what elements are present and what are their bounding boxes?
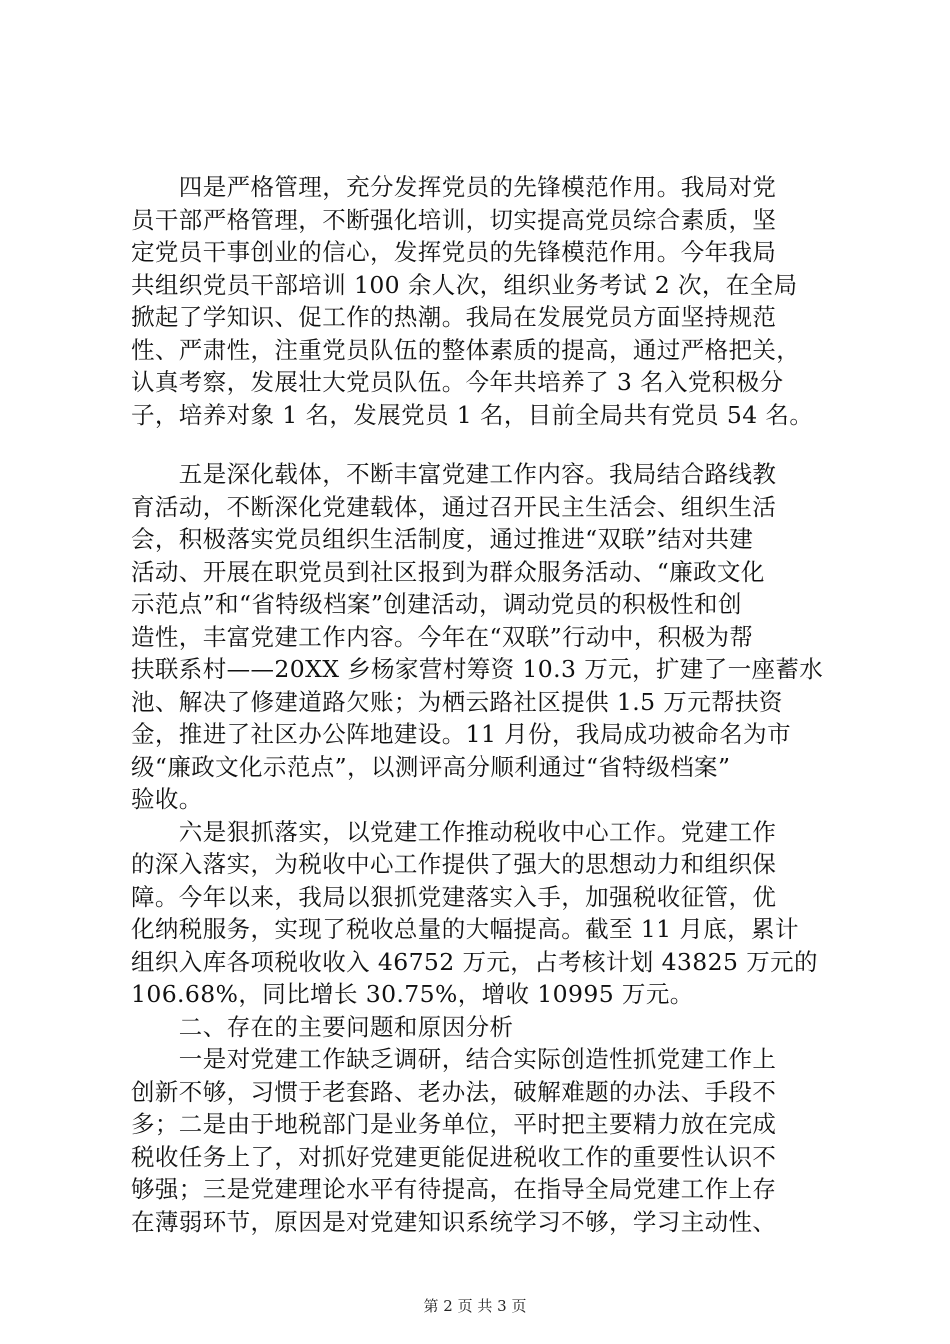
paragraph-strict-management xyxy=(131,171,831,431)
text-line: 造性，丰富党建工作内容。今年在“双联”行动中，积极为帮 xyxy=(131,622,754,651)
text-line: 金，推进了社区办公阵地建设。11 月份，我局成功被命名为市 xyxy=(131,720,791,748)
text-line: 会，积极落实党员组织生活制度，通过推进“双联”结对共建 xyxy=(131,525,754,553)
text-line: 员干部严格管理，不断强化培训，切实提高党员综合素质，坚 xyxy=(131,205,777,234)
text-line: 级“廉政文化示范点”，以测评高分顺利通过“省特级档案” xyxy=(131,752,731,781)
text-line: 在薄弱环节，原因是对党建知识系统学习不够，学习主动性、 xyxy=(131,1207,777,1236)
text-line: 一是对党建工作缺乏调研，结合实际创造性抓党建工作上 xyxy=(131,1045,777,1073)
text-line: 定党员干事创业的信心，发挥党员的先锋模范作用。今年我局 xyxy=(131,238,777,266)
text-line: 性、严肃性，注重党员队伍的整体素质的提高，通过严格把关， xyxy=(131,335,801,364)
text-line: 活动、开展在职党员到社区报到为群众服务活动、“廉政文化 xyxy=(131,557,765,586)
text-line: 共组织党员干部培训 100 余人次，组织业务考试 2 次，在全局 xyxy=(131,270,798,299)
page-footer: 第 2 页 共 3 页 xyxy=(423,1297,527,1315)
text-line: 化纳税服务，实现了税收总量的大幅提高。截至 11 月底，累计 xyxy=(131,915,799,943)
text-line: 育活动，不断深化党建载体，通过召开民主生活会、组织生活 xyxy=(131,492,777,521)
text-line: 创新不够，习惯于老套路、老办法，破解难题的办法、手段不 xyxy=(131,1077,777,1106)
paragraph-deepen-carrier xyxy=(131,458,831,816)
text-line: 106.68%，同比增长 30.75%，增收 10995 万元。 xyxy=(131,980,694,1008)
paragraph-spacer xyxy=(131,431,831,458)
text-line: 障。今年以来，我局以狠抓党建落实入手，加强税收征管，优 xyxy=(131,882,777,911)
section-heading xyxy=(131,1011,831,1044)
text-line: 认真考察，发展壮大党员队伍。今年共培养了 3 名入党积极分 xyxy=(131,368,784,396)
text-line: 验收。 xyxy=(131,785,203,813)
text-line: 组织入库各项税收收入 46752 万元，占考核计划 43825 万元的 xyxy=(131,947,818,976)
text-line: 税收任务上了，对抓好党建更能促进税收工作的重要性认识不 xyxy=(131,1142,777,1171)
text-line: 六是狠抓落实，以党建工作推动税收中心工作。党建工作 xyxy=(131,817,777,846)
text-line: 扶联系村——20XX 乡杨家营村筹资 10.3 万元，扩建了一座蓄水 xyxy=(131,655,824,683)
paragraph-problems xyxy=(131,1043,831,1238)
text-line: 池、解决了修建道路欠账；为栖云路社区提供 1.5 万元帮扶资 xyxy=(131,687,783,716)
text-line: 多；二是由于地税部门是业务单位，平时把主要精力放在完成 xyxy=(131,1110,777,1138)
paragraph-implementation xyxy=(131,816,831,1011)
text-line: 掀起了学知识、促工作的热潮。我局在发展党员方面坚持规范 xyxy=(131,303,777,331)
text-line: 子，培养对象 1 名，发展党员 1 名，目前全局共有党员 54 名。 xyxy=(131,400,814,429)
text-line: 的深入落实，为税收中心工作提供了强大的思想动力和组织保 xyxy=(131,850,777,878)
section-title: 二、存在的主要问题和原因分析 xyxy=(131,1012,514,1041)
text-line: 四是严格管理，充分发挥党员的先锋模范作用。我局对党 xyxy=(131,173,777,201)
text-line: 够强；三是党建理论水平有待提高，在指导全局党建工作上存 xyxy=(131,1175,777,1203)
text-line: 示范点”和“省特级档案”创建活动，调动党员的积极性和创 xyxy=(131,590,742,618)
text-line: 五是深化载体，不断丰富党建工作内容。我局结合路线教 xyxy=(131,460,777,488)
document-body xyxy=(131,171,831,1238)
